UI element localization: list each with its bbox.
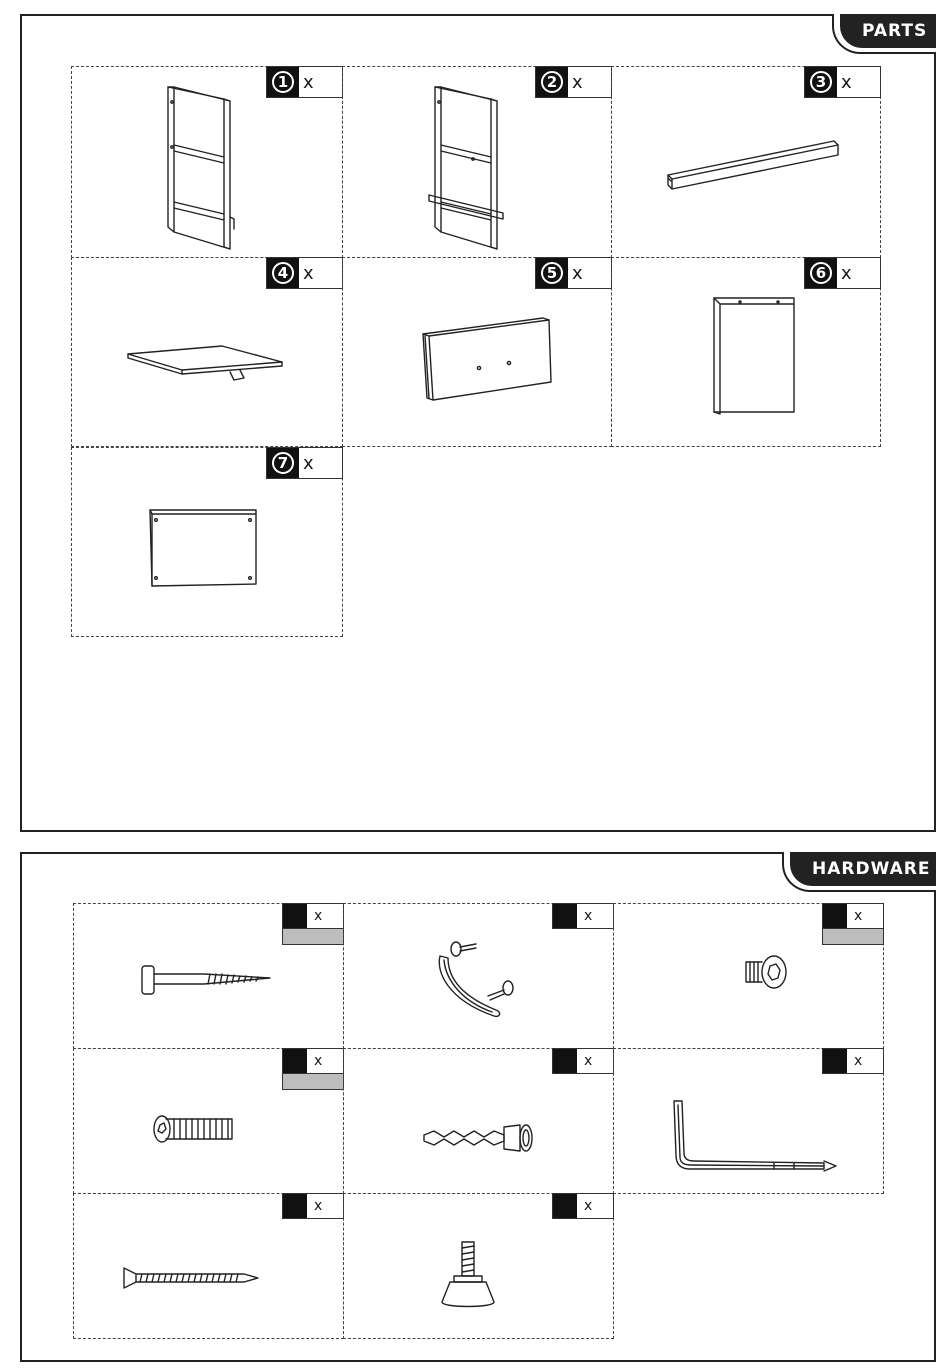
part-qty-5: x — [572, 262, 583, 284]
hardware-cell-5 — [343, 1048, 614, 1194]
hardware-qty-5: x — [584, 1053, 593, 1069]
parts-section — [20, 14, 936, 832]
part-qty-1: x — [303, 71, 314, 93]
allen-key-screwdriver-icon — [614, 1049, 885, 1195]
hardware-qty-7: x — [314, 1198, 323, 1214]
short-hex-bolt-icon — [614, 904, 885, 1050]
drawer-front-panel-icon — [343, 258, 613, 448]
hardware-cell-3 — [613, 903, 884, 1049]
part-number-5: 5 — [541, 262, 563, 284]
part-cell-7 — [71, 447, 343, 637]
part-cell-2 — [342, 66, 612, 258]
hardware-qty-8: x — [584, 1198, 593, 1214]
hardware-cell-1 — [73, 903, 344, 1049]
wall-anchor-icon — [344, 1049, 615, 1195]
part-qty-7: x — [303, 452, 314, 474]
side-frame-panel-icon — [72, 67, 344, 259]
hardware-cell-4 — [73, 1048, 344, 1194]
long-bolt-icon — [74, 904, 345, 1050]
hardware-cell-7 — [73, 1193, 344, 1339]
hardware-qty-3: x — [854, 908, 863, 924]
back-board-icon — [72, 448, 344, 638]
part-cell-5 — [342, 257, 612, 447]
hardware-qty-1: x — [314, 908, 323, 924]
hardware-cell-2 — [343, 903, 614, 1049]
part-qty-3: x — [841, 71, 852, 93]
tube-bar-icon — [612, 67, 882, 259]
part-number-4: 4 — [272, 262, 294, 284]
hardware-qty-2: x — [584, 908, 593, 924]
part-cell-3 — [611, 66, 881, 258]
hardware-cell-8 — [343, 1193, 614, 1339]
part-number-1: 1 — [272, 71, 294, 93]
parts-title: PARTS — [840, 14, 936, 48]
part-cell-6 — [611, 257, 881, 447]
part-number-3: 3 — [810, 71, 832, 93]
side-board-icon — [612, 258, 882, 448]
handle-with-screws-icon — [344, 904, 615, 1050]
part-number-2: 2 — [541, 71, 563, 93]
side-frame-with-rail-icon — [343, 67, 613, 259]
hardware-section — [20, 852, 936, 1362]
wood-screw-icon — [74, 1194, 345, 1340]
hardware-qty-4: x — [314, 1053, 323, 1069]
part-qty-2: x — [572, 71, 583, 93]
part-qty-6: x — [841, 262, 852, 284]
part-number-7: 7 — [272, 452, 294, 474]
hardware-title: HARDWARE — [790, 852, 936, 886]
leveling-foot-icon — [344, 1194, 615, 1340]
part-cell-1 — [71, 66, 343, 258]
hardware-cell-6 — [613, 1048, 884, 1194]
part-cell-4 — [71, 257, 343, 447]
part-number-6: 6 — [810, 262, 832, 284]
hex-socket-bolt-icon — [74, 1049, 345, 1195]
hardware-qty-6: x — [854, 1053, 863, 1069]
part-qty-4: x — [303, 262, 314, 284]
shelf-board-icon — [72, 258, 344, 448]
